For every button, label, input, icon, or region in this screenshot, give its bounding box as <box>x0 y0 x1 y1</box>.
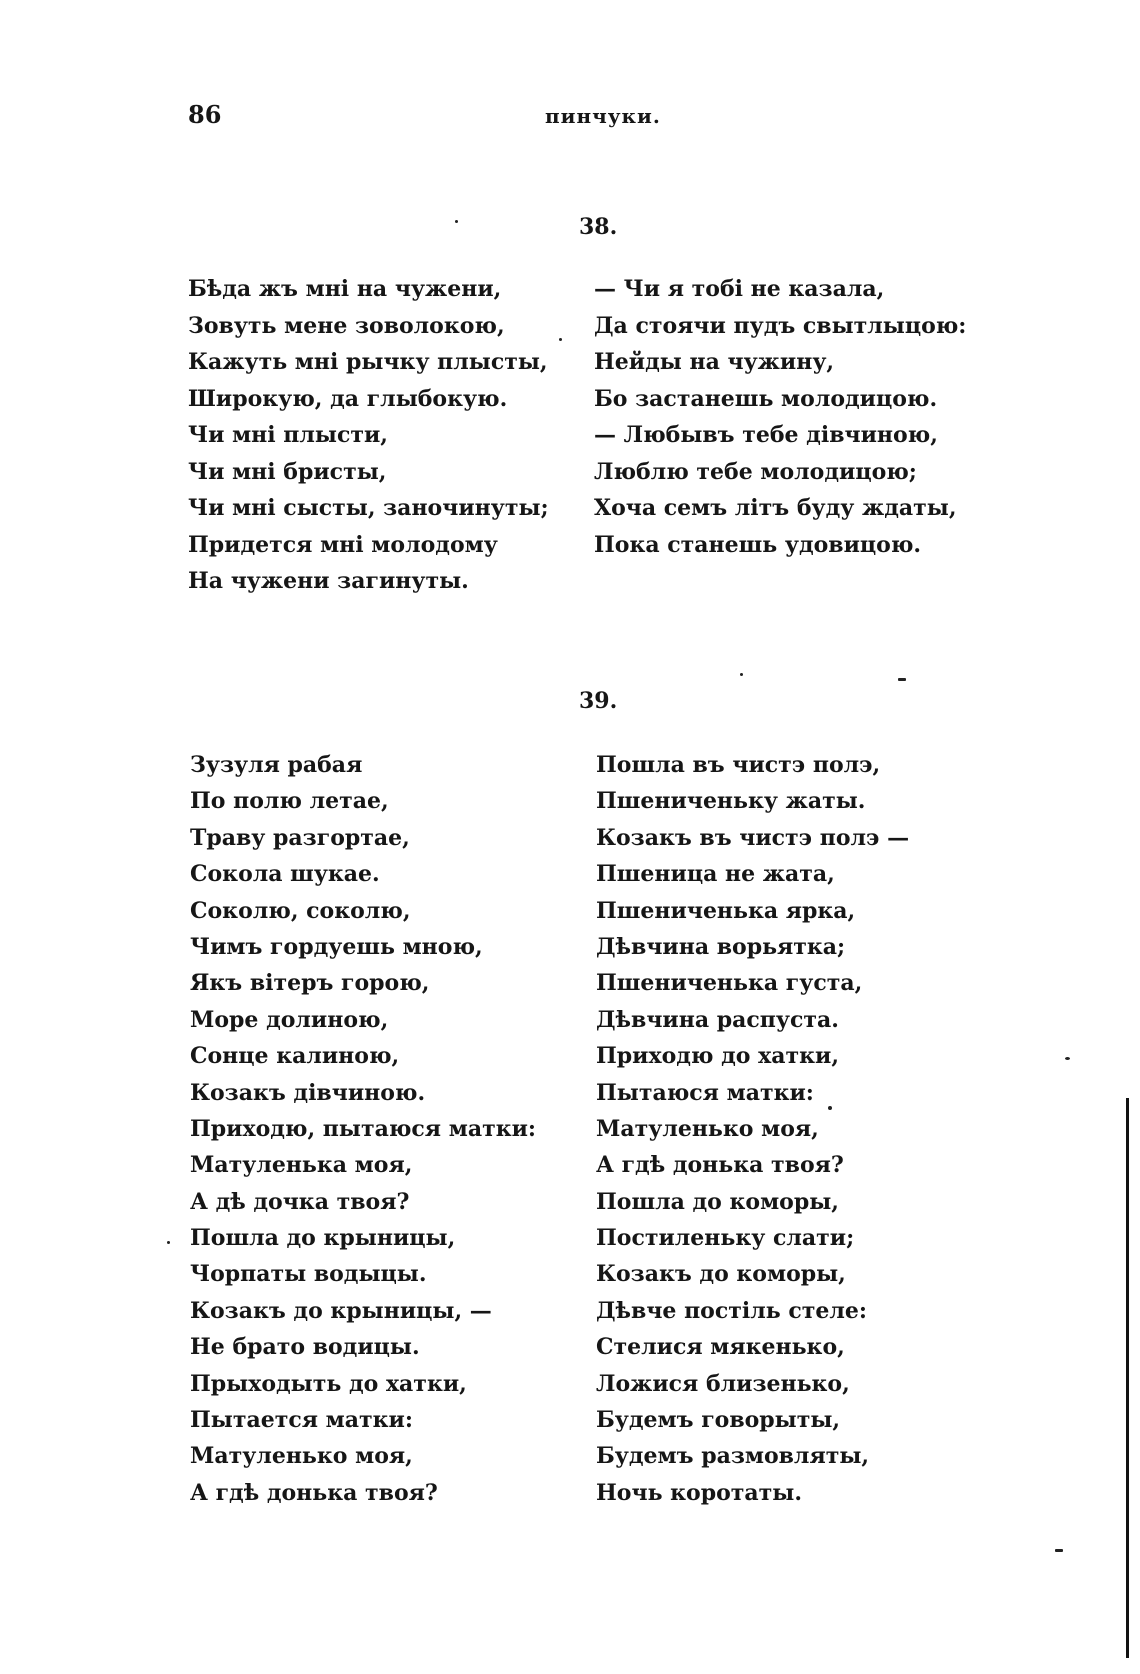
verse-line: Постиленьку слати; <box>596 1225 855 1252</box>
verse-line: Якъ вітеръ горою, <box>190 970 430 997</box>
verse-line: Будемъ говорыты, <box>596 1407 841 1434</box>
verse-line: Пошла до крыницы, <box>190 1225 456 1252</box>
verse-line: Приходю до хатки, <box>596 1043 840 1070</box>
verse-line: — Любывъ тебе дівчиною, <box>594 422 938 448</box>
verse-line: Козакъ до коморы, <box>596 1261 846 1288</box>
verse-line: Пшениченька густа, <box>596 970 863 997</box>
verse-line: По полю летае, <box>190 788 389 815</box>
verse-line: А гдѣ донька твоя? <box>190 1479 438 1506</box>
verse-line: Придется мні молодому <box>188 531 498 558</box>
verse-line: Хоча семъ літъ буду ждаты, <box>594 495 957 521</box>
verse-line: Зузуля рабая <box>190 752 363 778</box>
verse-line: Дѣвчина распуста. <box>596 1006 839 1033</box>
verse-line: Сокола шукае. <box>190 861 380 888</box>
verse-line: — Чи я тобі не казала, <box>594 276 885 302</box>
song-39-left-column <box>190 747 536 1511</box>
verse-line: Траву разгортае, <box>190 824 410 851</box>
verse-line: Пытаюся матки: <box>596 1079 814 1106</box>
song-number-38: 38. <box>579 214 618 240</box>
verse-line: Нейды на чужину, <box>594 349 835 375</box>
song-38-left-column <box>188 271 549 600</box>
verse-line: Да стоячи пудъ свытлыцою: <box>594 312 967 339</box>
verse-line: Пошла до коморы, <box>596 1188 839 1215</box>
verse-line: Ночь коротаты. <box>596 1479 803 1506</box>
ink-speck <box>1065 1057 1070 1060</box>
verse-line: Чорпаты водыцы. <box>190 1261 427 1288</box>
verse-line: Матуленько моя, <box>596 1115 819 1142</box>
ink-speck <box>455 220 458 223</box>
verse-line: Стелися мякенько, <box>596 1334 845 1361</box>
verse-line: Кажуть мні рычку плысты, <box>188 349 548 375</box>
verse-line: Козакъ до крыницы, — <box>190 1297 492 1324</box>
verse-line: Широкую, да глыбокую. <box>188 385 508 412</box>
verse-line: Прыходыть до хатки, <box>190 1370 467 1397</box>
ink-speck <box>167 1241 170 1244</box>
verse-line: Бѣда жъ мні на чужени, <box>188 276 502 302</box>
verse-line: Море долиною, <box>190 1006 389 1033</box>
verse-line: А дѣ дочка твоя? <box>190 1188 410 1215</box>
verse-line: Не брато водицы. <box>190 1334 420 1361</box>
verse-line: Приходю, пытаюся матки: <box>190 1115 537 1142</box>
verse-line: На чужени загинуты. <box>188 568 469 594</box>
verse-line: Козакъ дівчиною. <box>190 1079 426 1106</box>
verse-line: Пытается матки: <box>190 1407 413 1434</box>
page-number: 86 <box>188 100 222 129</box>
running-head: пинчуки. <box>545 104 661 128</box>
verse-line: Чимъ гордуешь мною, <box>190 933 483 960</box>
verse-line: Пока станешь удовицою. <box>594 531 922 558</box>
verse-line: Будемъ размовляты, <box>596 1443 870 1470</box>
verse-line: Пшеница не жата, <box>596 861 835 888</box>
verse-line: Люблю тебе молодицою; <box>594 458 917 485</box>
verse-line: Дѣвчина ворьятка; <box>596 933 846 960</box>
verse-line: Пшениченька ярка, <box>596 897 856 924</box>
verse-line: Матуленько моя, <box>190 1443 413 1470</box>
page-edge-shadow <box>1126 1098 1129 1658</box>
verse-line: Ложися близенько, <box>596 1370 850 1397</box>
ink-speck <box>559 338 562 341</box>
verse-line: Чи мні плысти, <box>188 422 388 448</box>
verse-line: Дѣвче постіль стеле: <box>596 1297 867 1324</box>
verse-line: Матуленька моя, <box>190 1152 413 1179</box>
verse-line: Бо застанешь молодицою. <box>594 385 938 412</box>
song-39-right-column <box>596 747 909 1511</box>
ink-speck <box>1055 1549 1063 1552</box>
verse-line: Соколю, соколю, <box>190 897 411 924</box>
verse-line: А гдѣ донька твоя? <box>596 1152 844 1179</box>
verse-line: Пошла въ чистэ полэ, <box>596 752 881 778</box>
verse-line: Козакъ въ чистэ полэ — <box>596 824 910 851</box>
verse-line: Сонце калиною, <box>190 1043 400 1070</box>
verse-line: Чи мні бристы, <box>188 458 387 485</box>
verse-line: Чи мні сысты, заночинуты; <box>188 495 549 521</box>
ink-speck <box>740 673 743 676</box>
ink-speck <box>898 678 906 681</box>
verse-line: Пшениченьку жаты. <box>596 788 866 815</box>
verse-line: Зовуть мене зоволокою, <box>188 312 505 339</box>
ink-speck <box>828 1106 832 1110</box>
song-38-right-column <box>594 271 966 563</box>
song-number-39: 39. <box>579 688 618 714</box>
